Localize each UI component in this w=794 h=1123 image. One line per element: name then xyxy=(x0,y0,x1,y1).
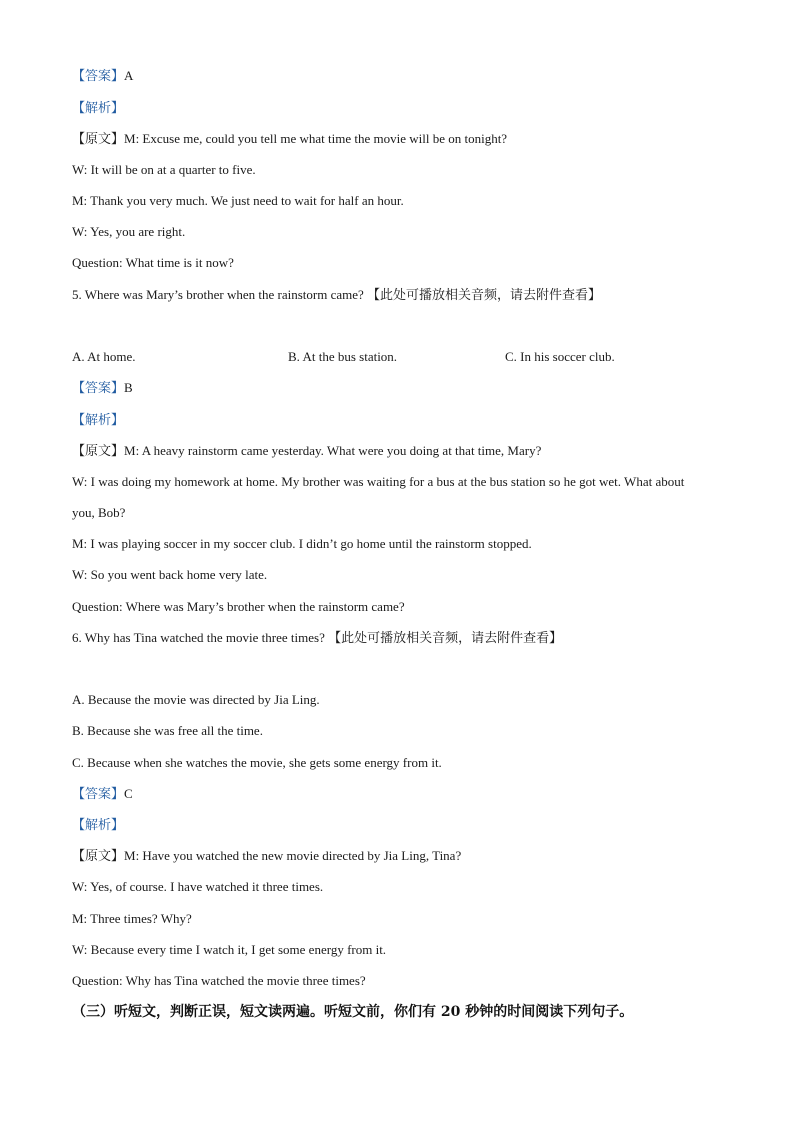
q5-script-line xyxy=(72,443,541,459)
dialogue-question: Question: Why has Tina watched the movie three times? xyxy=(72,973,366,988)
answer-value: A xyxy=(124,68,134,83)
dialogue-line: M: Have you watched the new movie directed by Jia Ling, Tina? xyxy=(124,848,462,863)
q6-answer-line xyxy=(72,786,133,802)
q6-option-c: C. Because when she watches the movie, she gets some energy from it. xyxy=(72,755,442,770)
dialogue-line: W: It will be on at a quarter to five. xyxy=(72,162,256,177)
dialogue-line: you, Bob? xyxy=(72,505,126,520)
q6-analysis-tag: 【解析】 xyxy=(72,817,125,832)
dialogue-line: W: Yes, of course. I have watched it three times. xyxy=(72,879,324,894)
dialogue-line: M: Excuse me, could you tell me what time the movie will be on tonight? xyxy=(124,131,508,146)
dialogue-line: W: Because every time I watch it, I get some energy from it. xyxy=(72,942,387,957)
q6-option-a: A. Because the movie was directed by Jia Ling. xyxy=(72,692,320,707)
answer-value: B xyxy=(124,380,133,395)
section-heading: （三）听短文，判断正误，短文读两遍。听短文前，你们有 20 秒钟的时间阅读下列句子。 xyxy=(72,1004,634,1020)
q4-answer-line xyxy=(72,68,133,84)
answer-value: C xyxy=(124,786,133,801)
q4-analysis-tag: 【解析】 xyxy=(72,100,125,115)
q5-option-a: A. At home. xyxy=(72,349,136,364)
script-tag: 【原文】 xyxy=(72,848,125,863)
dialogue-question: Question: What time is it now? xyxy=(72,255,234,270)
q6-question: 6. Why has Tina watched the movie three times? 【此处可播放相关音频，请去附件查看】 xyxy=(72,630,563,645)
answer-tag: 【答案】 xyxy=(72,380,125,395)
dialogue-question: Question: Where was Mary’s brother when the rainstorm came? xyxy=(72,599,405,614)
dialogue-line: W: Yes, you are right. xyxy=(72,224,186,239)
dialogue-line: M: I was playing soccer in my soccer club. I didn’t go home until the rainstorm stopped. xyxy=(72,536,532,551)
q5-analysis-tag: 【解析】 xyxy=(72,412,125,427)
q6-option-b: B. Because she was free all the time. xyxy=(72,723,263,738)
q5-answer-line xyxy=(72,380,133,396)
q5-question: 5. Where was Mary’s brother when the rainstorm came? 【此处可播放相关音频，请去附件查看】 xyxy=(72,287,602,302)
dialogue-line: M: A heavy rainstorm came yesterday. What were you doing at that time, Mary? xyxy=(124,443,542,458)
dialogue-line: M: Thank you very much. We just need to wait for half an hour. xyxy=(72,193,404,208)
answer-tag: 【答案】 xyxy=(72,68,125,83)
q5-option-b: B. At the bus station. xyxy=(288,349,398,364)
script-tag: 【原文】 xyxy=(72,131,125,146)
dialogue-line: M: Three times? Why? xyxy=(72,911,192,926)
dialogue-line: W: I was doing my homework at home. My brother was waiting for a bus at the bus station so he got wet. What about xyxy=(72,474,685,489)
q4-script-line xyxy=(72,131,507,147)
dialogue-line: W: So you went back home very late. xyxy=(72,567,268,582)
q6-script-line xyxy=(72,848,461,864)
q5-option-c: C. In his soccer club. xyxy=(505,349,615,364)
answer-tag: 【答案】 xyxy=(72,786,125,801)
script-tag: 【原文】 xyxy=(72,443,125,458)
